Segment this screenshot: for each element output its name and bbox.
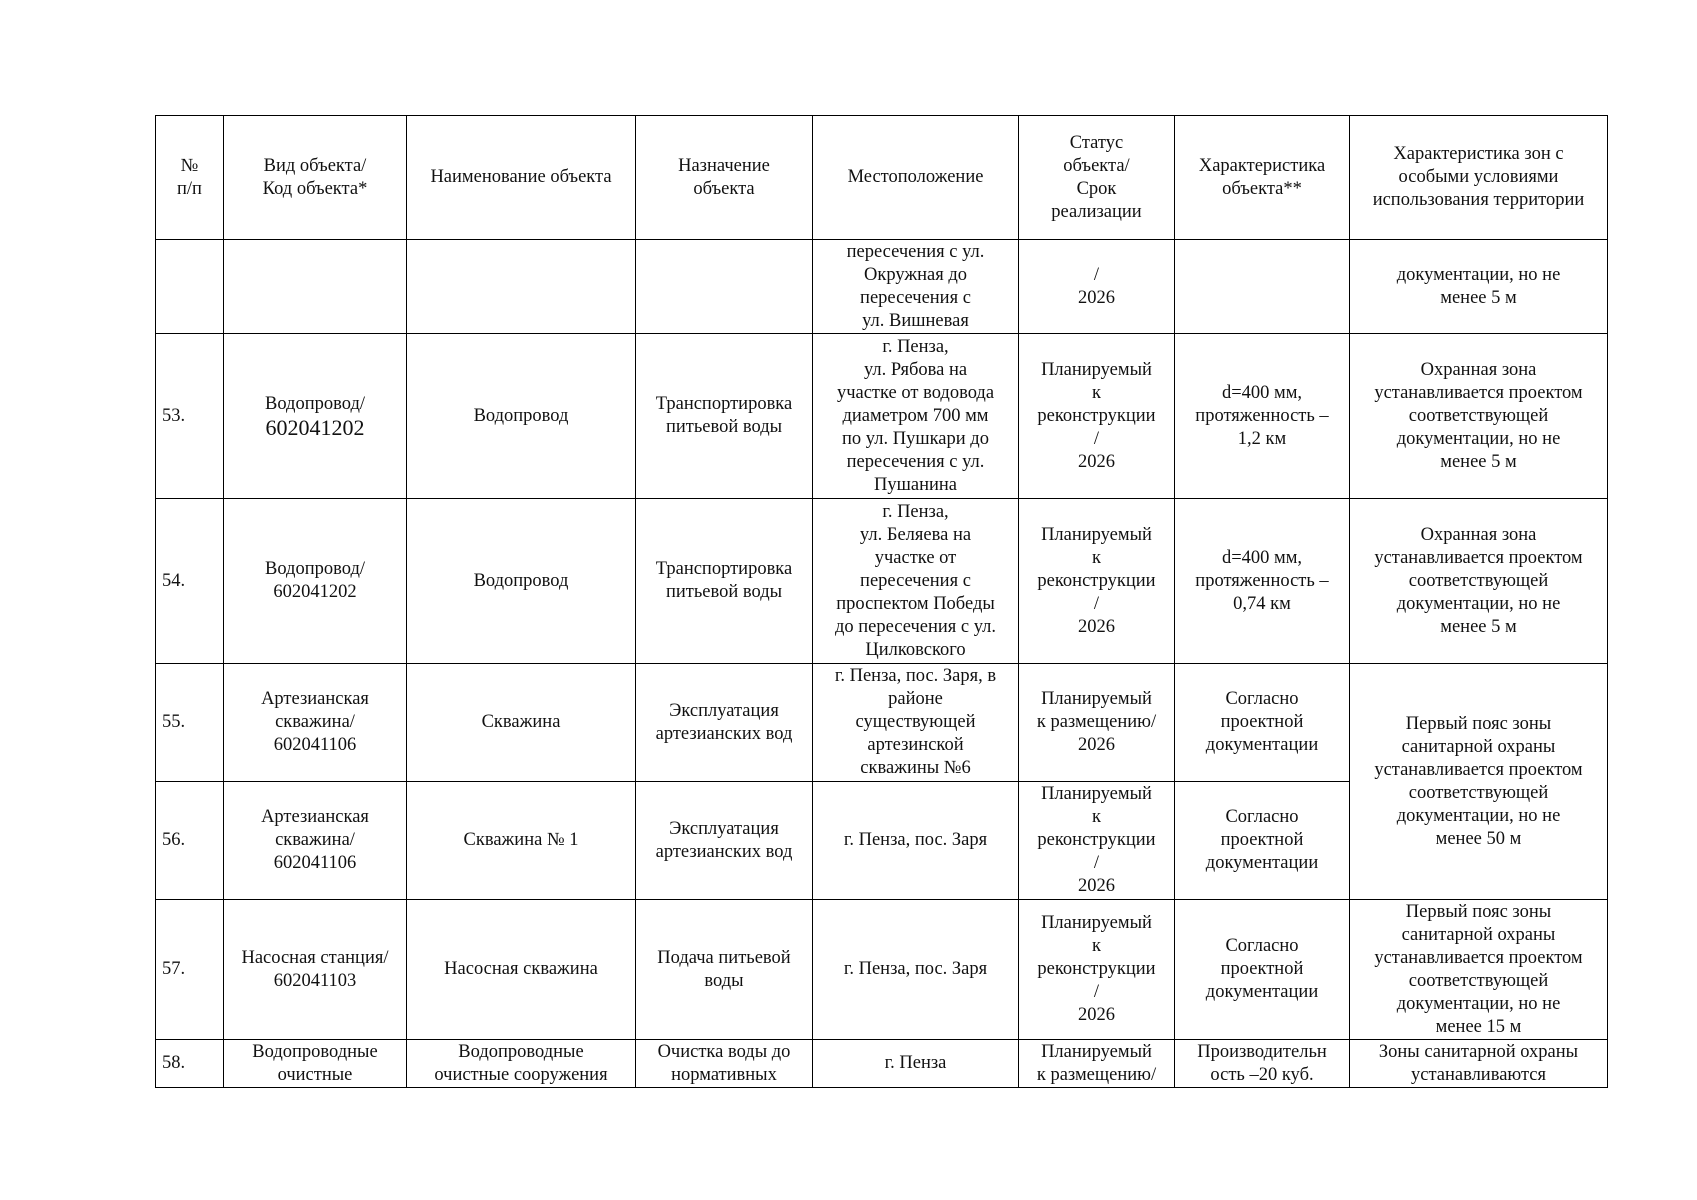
cell-kind: Водопроводные очистные <box>224 1040 407 1088</box>
header-location: Местоположение <box>813 116 1019 240</box>
cell-num: 56. <box>156 782 224 900</box>
cell-purpose <box>636 240 813 334</box>
cell-name: Водопроводные очистные сооружения <box>407 1040 636 1088</box>
cell-kind: Артезианская скважина/ 602041106 <box>224 782 407 900</box>
table-row <box>156 240 1608 334</box>
cell-zones: Первый пояс зоны санитарной охраны устанавливается проектом соответствующей документации, но не менее 50 м <box>1350 664 1608 900</box>
cell-zones: Охранная зона устанавливается проектом соответствующей документации, но не менее 5 м <box>1350 334 1608 499</box>
cell-purpose: Транспортировка питьевой воды <box>636 499 813 664</box>
cell-purpose: Подача питьевой воды <box>636 900 813 1040</box>
table-header-row <box>156 116 1608 240</box>
cell-characteristic: Производительн ость –20 куб. <box>1175 1040 1350 1088</box>
cell-kind <box>224 240 407 334</box>
header-purpose: Назначение объекта <box>636 116 813 240</box>
cell-characteristic: d=400 мм, протяженность – 1,2 км <box>1175 334 1350 499</box>
cell-num: 55. <box>156 664 224 782</box>
cell-name: Насосная скважина <box>407 900 636 1040</box>
cell-name: Скважина <box>407 664 636 782</box>
cell-purpose: Эксплуатация артезианских вод <box>636 664 813 782</box>
cell-num: 57. <box>156 900 224 1040</box>
cell-status: Планируемый к размещению/ 2026 <box>1019 664 1175 782</box>
header-status: Статус объекта/ Срок реализации <box>1019 116 1175 240</box>
cell-num: 53. <box>156 334 224 499</box>
cell-status: Планируемый к реконструкции / 2026 <box>1019 900 1175 1040</box>
table-row <box>156 900 1608 1040</box>
cell-zones: Охранная зона устанавливается проектом соответствующей документации, но не менее 5 м <box>1350 499 1608 664</box>
header-kind: Вид объекта/ Код объекта* <box>224 116 407 240</box>
table-row <box>156 334 1608 499</box>
cell-purpose: Очистка воды до нормативных <box>636 1040 813 1088</box>
cell-num: 54. <box>156 499 224 664</box>
cell-location: г. Пенза, пос. Заря <box>813 900 1019 1040</box>
cell-characteristic: Согласно проектной документации <box>1175 782 1350 900</box>
cell-name <box>407 240 636 334</box>
cell-status: Планируемый к реконструкции / 2026 <box>1019 334 1175 499</box>
cell-status: Планируемый к размещению/ <box>1019 1040 1175 1088</box>
cell-num <box>156 240 224 334</box>
cell-location: г. Пенза <box>813 1040 1019 1088</box>
cell-characteristic: Согласно проектной документации <box>1175 900 1350 1040</box>
cell-location: г. Пенза, пос. Заря, в районе существующей артезинской скважины №6 <box>813 664 1019 782</box>
cell-zones: Зоны санитарной охраны устанавливаются <box>1350 1040 1608 1088</box>
cell-location: пересечения с ул. Окружная до пересечения с ул. Вишневая <box>813 240 1019 334</box>
cell-kind: Артезианская скважина/ 602041106 <box>224 664 407 782</box>
table-row <box>156 664 1608 782</box>
objects-table <box>155 115 1608 1088</box>
cell-kind <box>224 334 407 499</box>
cell-name: Водопровод <box>407 499 636 664</box>
cell-purpose: Транспортировка питьевой воды <box>636 334 813 499</box>
cell-location: г. Пенза, ул. Рябова на участке от водовода диаметром 700 мм по ул. Пушкари до пересечения с ул. Пушанина <box>813 334 1019 499</box>
cell-kind: Водопровод/ 602041202 <box>224 499 407 664</box>
cell-status: / 2026 <box>1019 240 1175 334</box>
cell-status: Планируемый к реконструкции / 2026 <box>1019 782 1175 900</box>
cell-name: Водопровод <box>407 334 636 499</box>
cell-characteristic: d=400 мм, протяженность – 0,74 км <box>1175 499 1350 664</box>
cell-kind-label: Водопровод/ <box>265 394 365 414</box>
cell-characteristic: Согласно проектной документации <box>1175 664 1350 782</box>
cell-characteristic <box>1175 240 1350 334</box>
table-row <box>156 1040 1608 1088</box>
header-name: Наименование объекта <box>407 116 636 240</box>
cell-location: г. Пенза, пос. Заря <box>813 782 1019 900</box>
cell-status: Планируемый к реконструкции / 2026 <box>1019 499 1175 664</box>
cell-kind: Насосная станция/ 602041103 <box>224 900 407 1040</box>
header-num: № п/п <box>156 116 224 240</box>
cell-kind-code: 602041202 <box>265 415 365 440</box>
header-characteristic: Характеристика объекта** <box>1175 116 1350 240</box>
cell-zones: документации, но не менее 5 м <box>1350 240 1608 334</box>
table-row <box>156 499 1608 664</box>
cell-zones: Первый пояс зоны санитарной охраны устанавливается проектом соответствующей документации, но не менее 15 м <box>1350 900 1608 1040</box>
cell-name: Скважина № 1 <box>407 782 636 900</box>
header-zones: Характеристика зон с особыми условиями использования территории <box>1350 116 1608 240</box>
cell-purpose: Эксплуатация артезианских вод <box>636 782 813 900</box>
cell-location: г. Пенза, ул. Беляева на участке от пересечения с проспектом Победы до пересечения с ул. Цилковского <box>813 499 1019 664</box>
cell-num: 58. <box>156 1040 224 1088</box>
